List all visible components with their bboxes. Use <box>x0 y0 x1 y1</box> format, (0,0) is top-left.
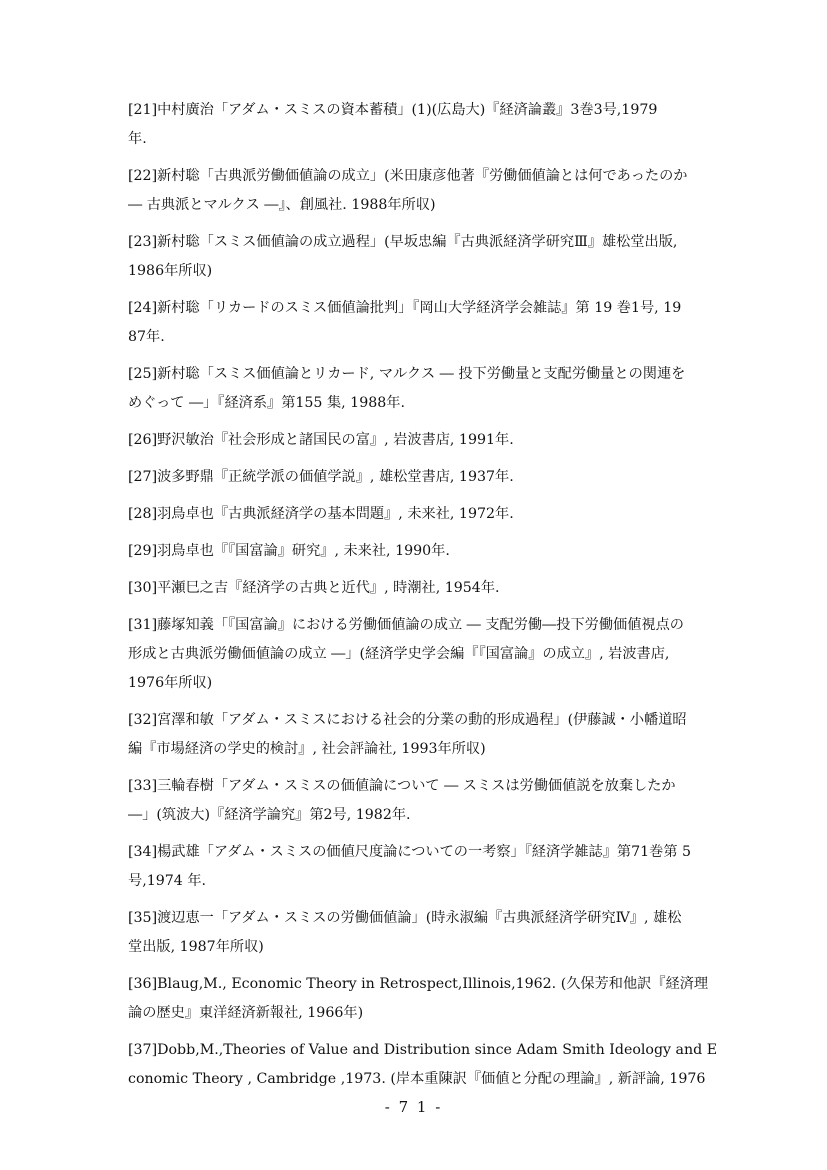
reference-line: 87年. <box>128 329 165 345</box>
reference-line: [21]中村廣治「アダム・スミスの資本蓄積」(1)(広島大)『経済論叢』3巻3号,1979 <box>128 102 658 118</box>
reference-line: [32]宮澤和敏「アダム・スミスにおける社会的分業の動的形成過程」(伊藤誠・小幡道昭 <box>128 712 687 728</box>
reference-line: [33]三輪春樹「アダム・スミスの価値論について ― スミスは労働価値説を放棄したか <box>128 778 676 794</box>
reference-entry <box>128 970 728 1028</box>
reference-line: [28]羽鳥卓也『古典派経済学の基本問題』, 未来社, 1972年. <box>128 506 514 522</box>
reference-entry <box>128 904 728 962</box>
reference-line: [26]野沢敏治『社会形成と諸国民の富』, 岩波書店, 1991年. <box>128 432 514 448</box>
reference-line: [27]波多野鼎『正統学派の価値学説』, 雄松堂書店, 1937年. <box>128 469 514 485</box>
reference-line: めぐって ―」『経済系』第155 集, 1988年. <box>128 395 405 411</box>
reference-entry <box>128 772 728 830</box>
reference-entry <box>128 574 728 603</box>
reference-line: [30]平瀬巳之吉『経済学の古典と近代』, 時潮社, 1954年. <box>128 580 500 596</box>
reference-line: 形成と古典派労働価値論の成立 ―」(経済学史学会編『『国富論』の成立』, 岩波書店, <box>128 646 670 662</box>
reference-entry <box>128 1036 728 1094</box>
reference-entry <box>128 611 728 698</box>
reference-line: [37]Dobb,M.,Theories of Value and Distribution since Adam Smith Ideology and E <box>128 1042 718 1058</box>
reference-line: [22]新村聡「古典派労働価値論の成立」(米田康彦他著『労働価値論とは何であったのか <box>128 168 688 184</box>
reference-line: conomic Theory , Cambridge ,1973. (岸本重陳訳『価値と分配の理論』, 新評論, 1976 <box>128 1071 706 1087</box>
reference-line: [23]新村聡「スミス価値論の成立過程」(早坂忠編『古典派経済学研究Ⅲ』雄松堂出版, <box>128 234 678 250</box>
reference-line: [25]新村聡「スミス価値論とリカード, マルクス ― 投下労働量と支配労働量との関連を <box>128 366 686 382</box>
reference-entry <box>128 463 728 492</box>
reference-line: 編『市場経済の学史的検討』, 社会評論社, 1993年所収) <box>128 741 486 757</box>
reference-entry <box>128 294 728 352</box>
reference-entry <box>128 500 728 529</box>
reference-line: 1976年所収) <box>128 675 213 691</box>
reference-line: [35]渡辺恵一「アダム・スミスの労働価値論」(時永淑編『古典派経済学研究Ⅳ』, 雄松 <box>128 910 682 926</box>
reference-entry <box>128 838 728 896</box>
reference-line: [31]藤塚知義「『国富論』における労働価値論の成立 ― 支配労働―投下労働価値視点の <box>128 617 684 633</box>
reference-line: ―」(筑波大)『経済学論究』第2号, 1982年. <box>128 807 411 823</box>
reference-line: ― 古典派とマルクス ―』、創風社. 1988年所収) <box>128 197 436 213</box>
reference-line: [34]楊武雄「アダム・スミスの価値尺度論についての一考察」『経済学雑誌』第71巻第 5 <box>128 844 692 860</box>
reference-line: 堂出版, 1987年所収) <box>128 939 264 955</box>
reference-line: 論の歴史』東洋経済新報社, 1966年) <box>128 1005 364 1021</box>
reference-entry <box>128 162 728 220</box>
reference-line: 年. <box>128 131 147 147</box>
reference-line: [36]Blaug,M., Economic Theory in Retrospect,Illinois,1962. (久保芳和他訳『経済理 <box>128 976 709 992</box>
reference-line: 1986年所収) <box>128 263 213 279</box>
reference-line: [29]羽鳥卓也『『国富論』研究』, 未来社, 1990年. <box>128 543 450 559</box>
reference-entry <box>128 537 728 566</box>
page-number: - 7 1 - <box>384 1098 443 1116</box>
reference-entry <box>128 360 728 418</box>
reference-entry <box>128 426 728 455</box>
reference-line: 号,1974 年. <box>128 873 207 889</box>
reference-list <box>128 96 728 1102</box>
reference-entry <box>128 706 728 764</box>
reference-entry <box>128 228 728 286</box>
reference-line: [24]新村聡「リカードのスミス価値論批判」『岡山大学経済学会雑誌』第 19 巻1号, 19 <box>128 300 682 316</box>
reference-entry <box>128 96 728 154</box>
